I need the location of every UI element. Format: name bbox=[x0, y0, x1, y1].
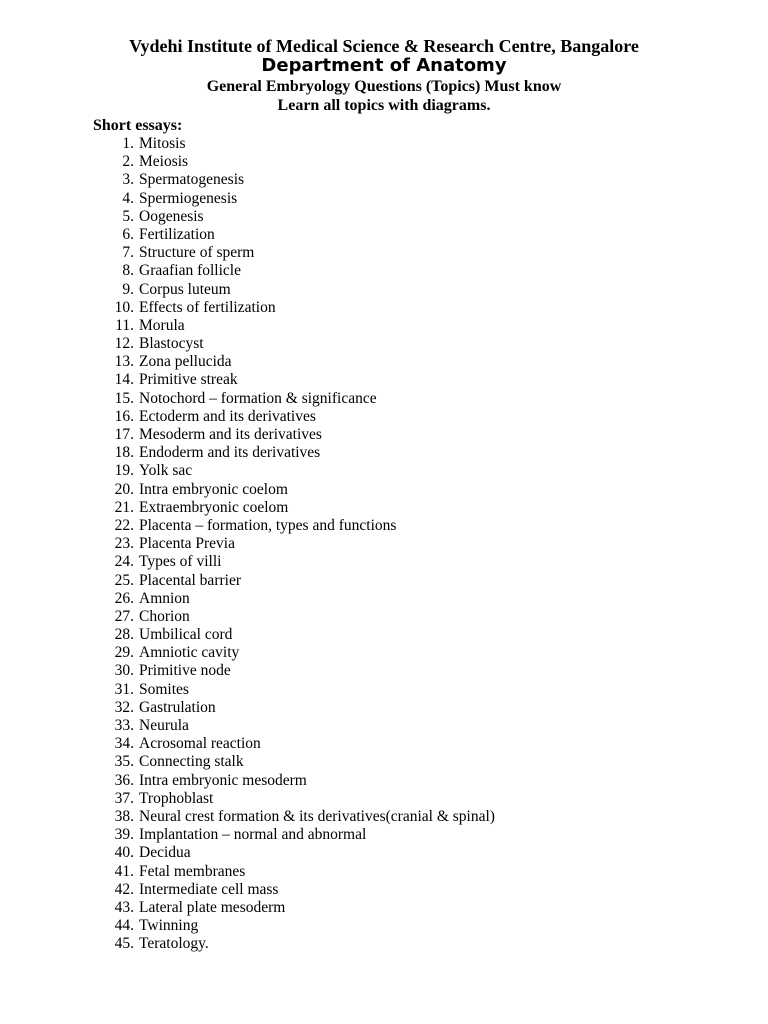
list-item-text: Teratology. bbox=[139, 935, 209, 953]
list-item-number: 30. bbox=[114, 662, 134, 680]
list-item-text: Extraembryonic coelom bbox=[139, 498, 289, 516]
list-item-text: Decidua bbox=[139, 844, 191, 862]
list-item-number: 16. bbox=[114, 407, 134, 425]
list-item-number: 14. bbox=[114, 371, 134, 389]
list-item-text: Intra embryonic coelom bbox=[139, 480, 288, 498]
list-item-number: 2. bbox=[122, 153, 134, 171]
list-item-number: 18. bbox=[114, 444, 134, 462]
list-item-text: Intra embryonic mesoderm bbox=[139, 771, 307, 789]
list-item-number: 41. bbox=[114, 862, 134, 880]
list-item-text: Mesoderm and its derivatives bbox=[139, 426, 322, 443]
list-item-text: Gastrulation bbox=[139, 698, 216, 716]
list-item-number: 26. bbox=[114, 589, 134, 607]
list-item-text: Implantation – normal and abnormal bbox=[139, 826, 367, 844]
list-item-text: Umbilical cord bbox=[139, 626, 233, 644]
list-item-text: Somites bbox=[139, 680, 189, 698]
list-item-text: Twinning bbox=[139, 917, 199, 935]
list-item-number: 38. bbox=[114, 807, 134, 825]
list-item-text: Neural crest formation & its derivatives(cranial & spinal) bbox=[139, 807, 495, 825]
instruction-line: Learn all topics with diagrams. bbox=[277, 97, 491, 114]
list-item-number: 10. bbox=[114, 298, 134, 316]
institute-title: Vydehi Institute of Medical Science & Research Centre, Bangalore bbox=[129, 36, 639, 56]
list-item-text: Morula bbox=[139, 316, 185, 334]
department-title: Department of Anatomy bbox=[261, 55, 507, 76]
list-item-number: 43. bbox=[114, 898, 134, 916]
list-item-number: 7. bbox=[122, 244, 134, 262]
list-item-text: Placenta Previa bbox=[139, 535, 235, 553]
list-item-text: Effects of fertilization bbox=[139, 298, 276, 316]
list-item-number: 4. bbox=[122, 189, 134, 207]
list-item-number: 23. bbox=[114, 535, 134, 553]
list-item-number: 19. bbox=[114, 462, 134, 480]
list-item-text: Zona pellucida bbox=[139, 353, 232, 371]
list-item-number: 29. bbox=[114, 644, 134, 662]
list-item-number: 28. bbox=[114, 626, 134, 644]
list-item-number: 34. bbox=[114, 735, 134, 753]
list-item-text: Meiosis bbox=[139, 153, 189, 171]
list-item-number: 24. bbox=[114, 553, 134, 571]
list-item-text: Mitosis bbox=[139, 135, 186, 152]
list-item-number: 9. bbox=[122, 280, 134, 298]
list-item-number: 13. bbox=[114, 353, 134, 371]
list-item-text: Graafian follicle bbox=[139, 262, 241, 280]
list-item-text: Endoderm and its derivatives bbox=[139, 444, 321, 462]
section-heading: Short essays: bbox=[93, 117, 183, 134]
list-item-text: Lateral plate mesoderm bbox=[139, 898, 286, 916]
list-item-number: 37. bbox=[114, 789, 134, 807]
list-item-text: Primitive node bbox=[139, 662, 231, 680]
list-item-text: Corpus luteum bbox=[139, 280, 231, 298]
list-item-number: 39. bbox=[114, 826, 134, 844]
list-item-text: Neurula bbox=[139, 717, 189, 734]
list-item-text: Oogenesis bbox=[139, 207, 204, 225]
list-item-text: Spermatogenesis bbox=[139, 171, 245, 189]
list-item-number: 3. bbox=[122, 171, 134, 189]
list-item-text: Notochord – formation & significance bbox=[139, 389, 377, 407]
list-item-text: Primitive streak bbox=[139, 371, 238, 389]
list-item-number: 42. bbox=[114, 880, 134, 898]
list-item-number: 27. bbox=[114, 607, 134, 625]
list-item-number: 17. bbox=[114, 426, 134, 443]
list-item-number: 8. bbox=[122, 262, 134, 280]
document-subtitle: General Embryology Questions (Topics) Must know bbox=[206, 78, 562, 95]
list-item-text: Structure of sperm bbox=[139, 244, 255, 262]
list-item-text: Blastocyst bbox=[139, 335, 204, 353]
list-item-number: 15. bbox=[114, 389, 134, 407]
list-item-number: 40. bbox=[114, 844, 134, 862]
list-item-number: 5. bbox=[122, 207, 134, 225]
list-item-text: Fertilization bbox=[139, 225, 215, 243]
list-item-number: 35. bbox=[114, 753, 134, 771]
list-item-text: Ectoderm and its derivatives bbox=[139, 407, 316, 425]
list-item-text: Amnion bbox=[139, 589, 190, 607]
list-item-number: 21. bbox=[114, 498, 134, 516]
list-item-number: 11. bbox=[115, 316, 134, 334]
list-item-number: 45. bbox=[114, 935, 134, 953]
list-item-text: Types of villi bbox=[139, 553, 222, 571]
list-item-number: 6. bbox=[122, 225, 134, 243]
list-item-text: Acrosomal reaction bbox=[139, 735, 261, 753]
list-item-number: 22. bbox=[114, 516, 134, 534]
list-item-text: Spermiogenesis bbox=[139, 189, 238, 207]
list-item-text: Intermediate cell mass bbox=[139, 880, 279, 898]
list-item-text: Placental barrier bbox=[139, 571, 241, 589]
list-item-number: 36. bbox=[114, 771, 134, 789]
list-item-number: 33. bbox=[114, 717, 134, 734]
list-item-number: 20. bbox=[114, 480, 134, 498]
list-item-number: 12. bbox=[114, 335, 134, 353]
list-item-number: 25. bbox=[114, 571, 134, 589]
list-item-text: Connecting stalk bbox=[139, 753, 244, 771]
list-item-text: Yolk sac bbox=[139, 462, 193, 480]
list-item-text: Placenta – formation, types and functions bbox=[139, 516, 397, 534]
list-item-number: 44. bbox=[114, 917, 134, 935]
list-item-text: Fetal membranes bbox=[139, 862, 246, 880]
list-item-number: 31. bbox=[114, 680, 134, 698]
list-item-text: Chorion bbox=[139, 607, 190, 625]
list-item-number: 1. bbox=[122, 135, 134, 152]
list-item-text: Trophoblast bbox=[139, 789, 214, 807]
list-item-text: Amniotic cavity bbox=[139, 644, 240, 662]
list-item-number: 32. bbox=[114, 698, 134, 716]
